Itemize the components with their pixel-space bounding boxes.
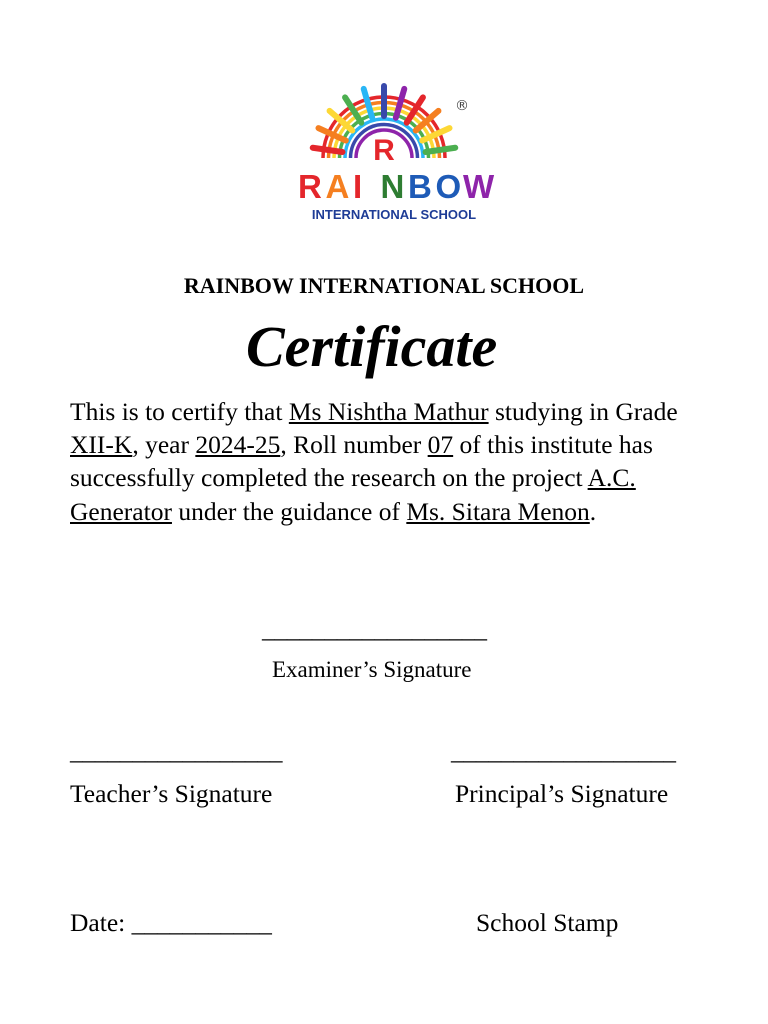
body-text-3: , year — [132, 430, 196, 460]
logo-brand-letter: I — [353, 168, 363, 205]
teacher-signature-label: Teacher’s Signature — [70, 779, 273, 808]
logo-brand-letter: O — [435, 168, 462, 205]
body-text-7: . — [589, 496, 597, 526]
school-logo — [298, 88, 495, 224]
logo-brand-letter: A — [325, 168, 350, 205]
logo-letter: R — [373, 134, 395, 167]
guide-name: Ms. Sitara Menon — [406, 496, 590, 526]
examiner-signature-line: __________________ — [262, 616, 487, 643]
school-stamp-label: School Stamp — [476, 908, 619, 937]
student-name: Ms Nishtha Mathur — [288, 397, 489, 426]
logo-brand-letter: R — [298, 168, 322, 205]
logo-brand-letter: W — [463, 168, 495, 205]
principal-signature-line: __________________ — [451, 738, 676, 765]
body-text-4: , Roll number — [280, 430, 428, 460]
teacher-signature-line: _________________ — [70, 738, 283, 765]
certificate-body — [70, 395, 710, 528]
logo-brand-text — [298, 168, 495, 205]
date-field: Date: ___________ — [70, 908, 272, 937]
school-name: RAINBOW INTERNATIONAL SCHOOL — [183, 273, 585, 298]
grade: XII-K — [70, 430, 133, 460]
roll-number: 07 — [427, 430, 454, 460]
body-text-6: under the guidance of — [171, 496, 407, 526]
body-text-1: This is to certify that — [70, 397, 289, 426]
examiner-signature-label: Examiner’s Signature — [272, 657, 472, 682]
body-text-2: studying in Grade — [488, 397, 678, 426]
academic-year: 2024-25 — [195, 430, 281, 460]
registered-mark: ® — [455, 98, 469, 114]
principal-signature-label: Principal’s Signature — [455, 779, 669, 808]
rainbow-ray — [313, 148, 343, 152]
certificate-title: Certificate — [246, 314, 498, 379]
logo-brand-letter: N — [380, 168, 405, 205]
project-name: A.C. Generator — [70, 463, 636, 526]
body-text-5: of this institute has successfully completed the research on the project — [70, 430, 653, 493]
logo-brand-letter: B — [408, 168, 432, 205]
logo-subtitle: INTERNATIONAL SCHOOL — [311, 207, 477, 222]
rainbow-ray — [426, 148, 456, 152]
